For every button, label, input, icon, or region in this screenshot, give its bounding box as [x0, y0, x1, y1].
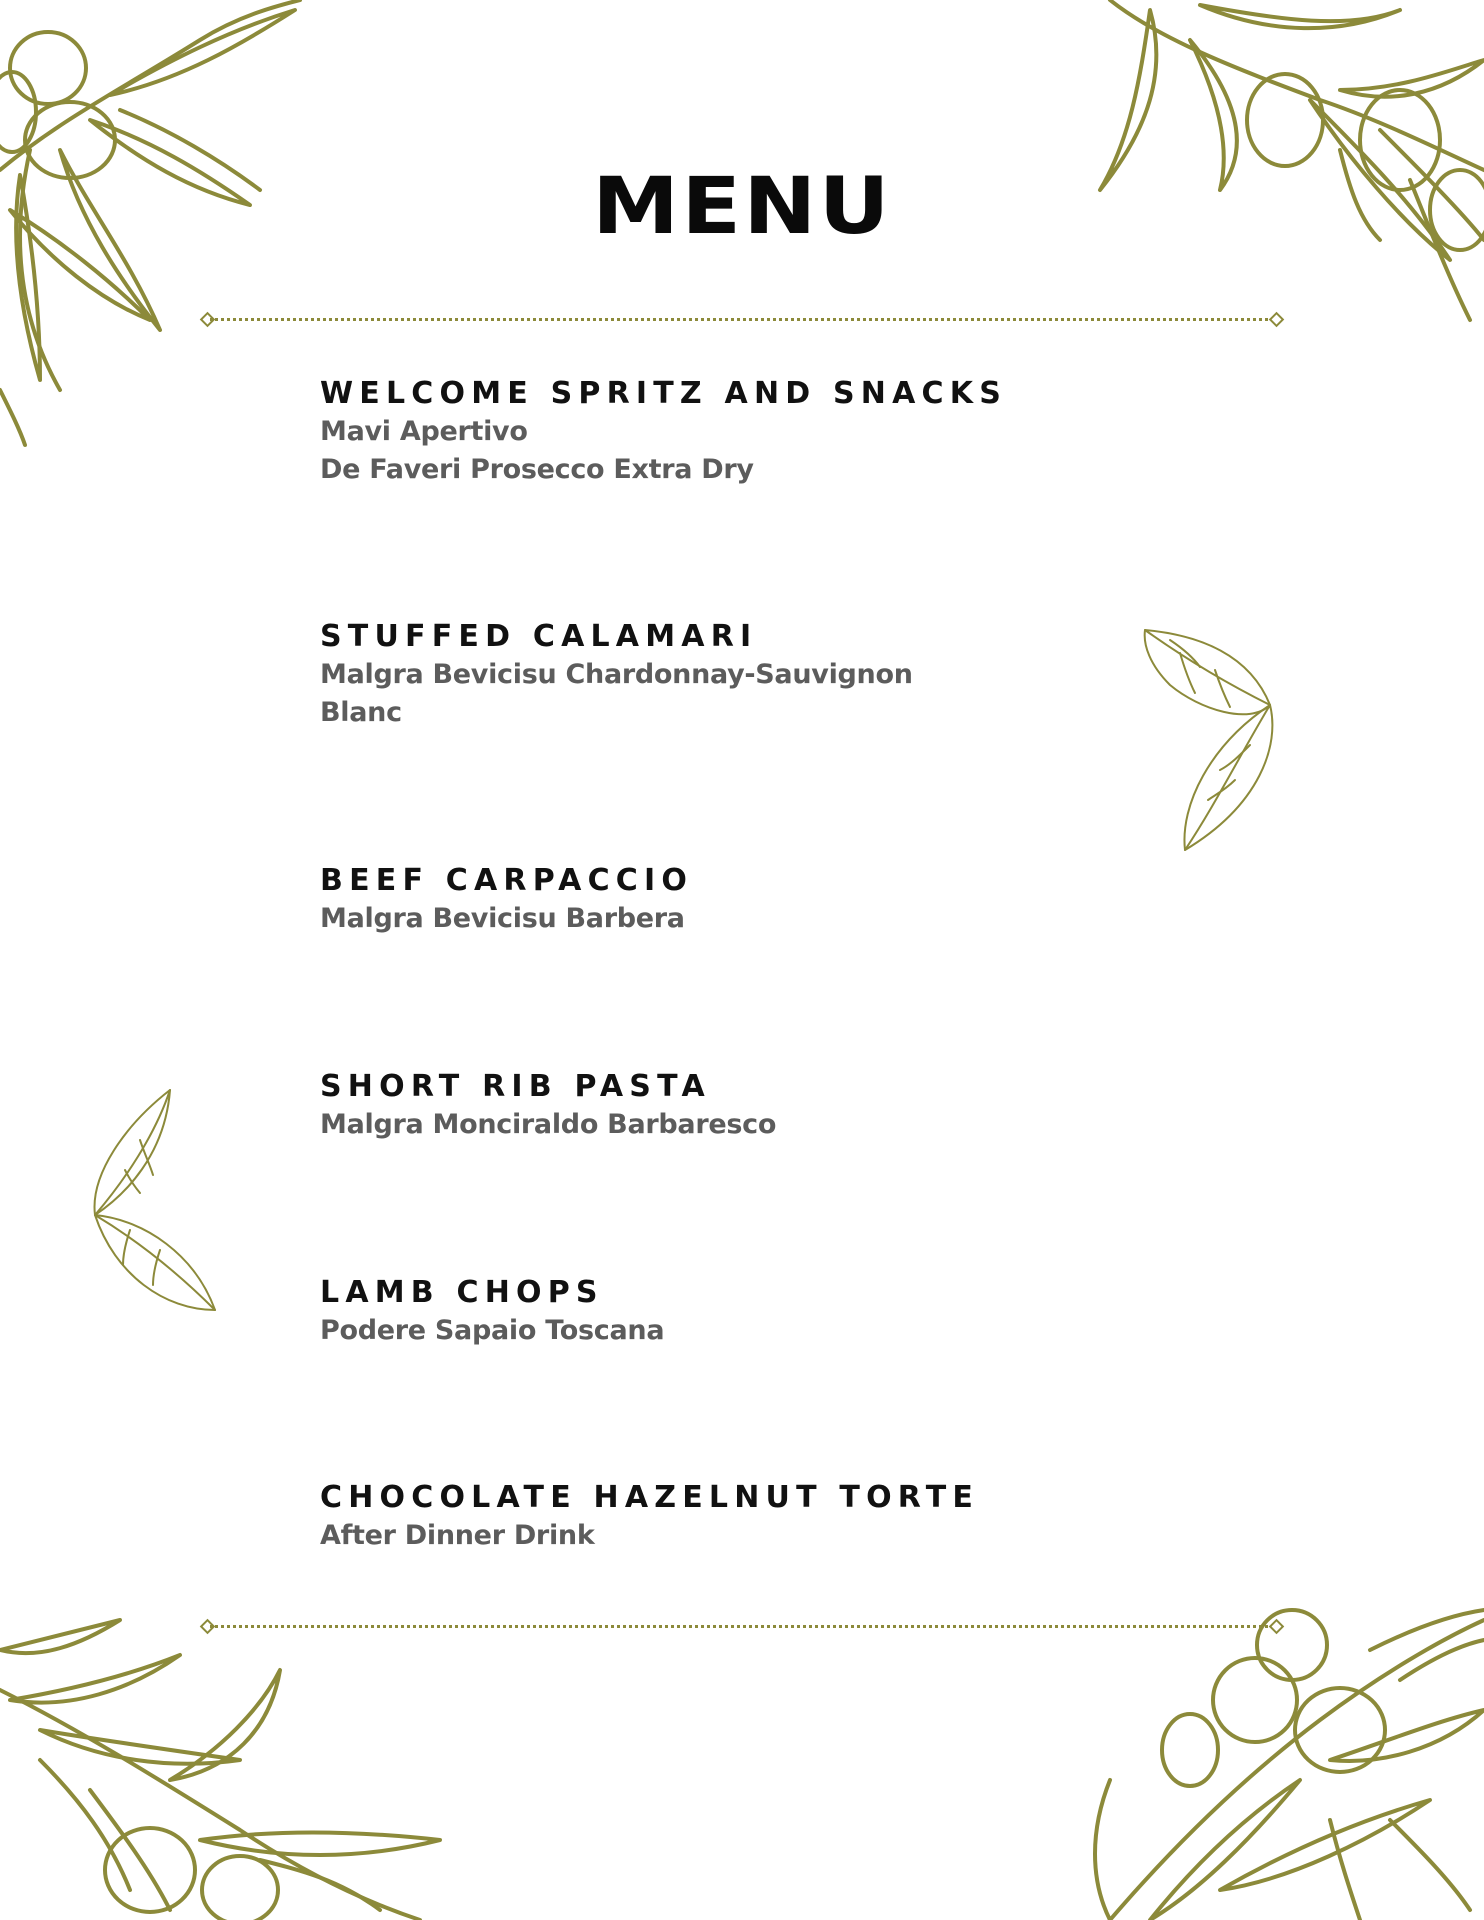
menu-item-pairing [320, 900, 1140, 938]
menu-item-pairing [320, 1517, 1140, 1555]
olive-branch-bottom-left-icon [0, 1610, 450, 1920]
basil-leaves-right-shape [1145, 630, 1273, 850]
bottom-divider [202, 1620, 1282, 1632]
menu-item [320, 1274, 1140, 1350]
pairing-line: Mavi Apertivo [320, 416, 528, 447]
pairing-line: Malgra Monciraldo Barbaresco [320, 1109, 777, 1140]
menu-item [320, 375, 1140, 489]
olive-branch-bottom-right-shape [1095, 1610, 1484, 1920]
pairing-line: De Faveri Prosecco Extra Dry [320, 454, 754, 485]
basil-leaves-left-shape [95, 1090, 215, 1310]
olive-branch-bottom-left-shape [0, 1620, 440, 1920]
menu-item-name: LAMB CHOPS [320, 1275, 604, 1310]
pairing-line: Malgra Bevicisu Chardonnay-Sauvignon [320, 659, 913, 690]
basil-leaves-left-icon [85, 1085, 225, 1315]
olive-branch-top-right-icon [1080, 0, 1484, 330]
menu-item-name: WELCOME SPRITZ AND SNACKS [320, 376, 1008, 411]
pairing-line: Malgra Bevicisu Barbera [320, 903, 685, 934]
basil-leaves-right-icon [1140, 625, 1280, 855]
divider-line [210, 318, 1274, 321]
menu-item [320, 618, 1140, 732]
menu-item-name: STUFFED CALAMARI [320, 619, 758, 654]
divider-line [210, 1625, 1274, 1628]
menu-item-name: CHOCOLATE HAZELNUT TORTE [320, 1480, 980, 1515]
divider-diamond-icon [1269, 1619, 1285, 1635]
menu-item-name: SHORT RIB PASTA [320, 1069, 711, 1104]
olive-branch-bottom-right-icon [1070, 1590, 1484, 1920]
menu-item-pairing [320, 1106, 1140, 1144]
olive-branch-top-right-shape [1100, 0, 1484, 320]
menu-item-pairing [320, 413, 1140, 489]
pairing-line: Podere Sapaio Toscana [320, 1315, 665, 1346]
menu-item-pairing [320, 656, 1140, 732]
pairing-line: Blanc [320, 697, 402, 728]
top-divider [202, 313, 1282, 325]
menu-item [320, 862, 1140, 938]
menu-item-name: BEEF CARPACCIO [320, 863, 694, 898]
menu-item [320, 1479, 1140, 1555]
divider-diamond-icon [1269, 312, 1285, 328]
page-title: MENU [592, 162, 892, 252]
menu-item-pairing [320, 1312, 1140, 1350]
menu-item [320, 1068, 1140, 1144]
pairing-line: After Dinner Drink [320, 1520, 595, 1551]
